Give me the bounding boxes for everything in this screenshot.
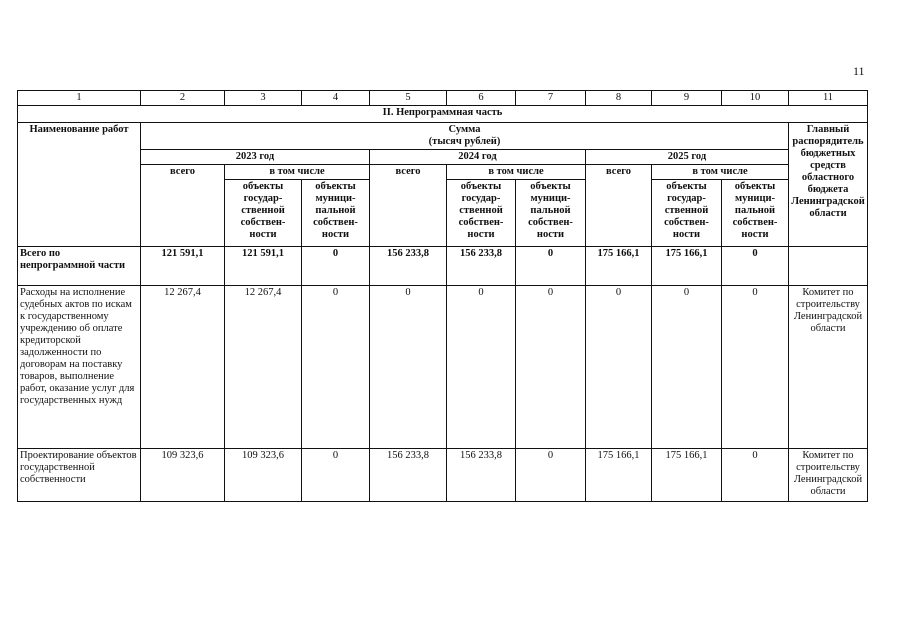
header-including-2025: в том числе [652, 165, 789, 180]
value-cell: 0 [370, 286, 447, 449]
column-number: 9 [652, 91, 722, 106]
value-cell: 0 [302, 286, 370, 449]
budget-table [17, 90, 868, 502]
value-cell: 109 323,6 [225, 449, 302, 502]
value-cell: 156 233,8 [370, 247, 447, 286]
row-name: Всего по непрограммной части [18, 247, 141, 286]
header-year-2023: 2023 год [141, 150, 370, 165]
header-including-2024: в том числе [447, 165, 586, 180]
header-year-2024: 2024 год [370, 150, 586, 165]
column-number: 3 [225, 91, 302, 106]
header-sum-unit: (тысяч рублей) [428, 136, 501, 147]
value-cell: 175 166,1 [586, 247, 652, 286]
header-row-1 [18, 123, 868, 150]
header-name: Наименование работ [18, 123, 141, 247]
column-number: 1 [18, 91, 141, 106]
header-total-2025: всего [586, 165, 652, 247]
value-cell: 156 233,8 [370, 449, 447, 502]
value-cell: 0 [302, 247, 370, 286]
value-cell: 156 233,8 [447, 247, 516, 286]
header-row-sub [18, 165, 868, 180]
table-row-design [18, 449, 868, 502]
column-number: 5 [370, 91, 447, 106]
section-title: II. Непрограммная часть [18, 106, 868, 123]
row-org: Комитет по строительству Ленинградской области [789, 449, 868, 502]
header-row-years [18, 150, 868, 165]
value-cell: 0 [586, 286, 652, 449]
value-cell: 12 267,4 [141, 286, 225, 449]
value-cell: 0 [516, 247, 586, 286]
value-cell: 0 [302, 449, 370, 502]
column-number: 11 [789, 91, 868, 106]
value-cell: 0 [722, 449, 789, 502]
value-cell: 175 166,1 [652, 247, 722, 286]
value-cell: 12 267,4 [225, 286, 302, 449]
section-title-row [18, 106, 868, 123]
value-cell: 0 [722, 247, 789, 286]
header-year-2025: 2025 год [586, 150, 789, 165]
value-cell: 175 166,1 [652, 449, 722, 502]
column-number: 4 [302, 91, 370, 106]
header-municipal-2025: объекты муници-пальной собствен-ности [722, 180, 789, 247]
header-total-2023: всего [141, 165, 225, 247]
header-municipal-2023: объекты муници-пальной собствен-ности [302, 180, 370, 247]
header-org: Главный распорядитель бюджетных средств областного бюджета Ленинградской области [789, 123, 868, 247]
column-number: 6 [447, 91, 516, 106]
row-name: Расходы на исполнение судебных актов по искам к государственному учреждению об оплате кредиторской задолженности по договорам на поставку товаров, выполнение работ, оказание услуг для государственных нужд [18, 286, 141, 449]
header-state-2023: объекты государ-ственной собствен-ности [225, 180, 302, 247]
value-cell: 0 [722, 286, 789, 449]
header-total-2024: всего [370, 165, 447, 247]
value-cell: 156 233,8 [447, 449, 516, 502]
column-number: 10 [722, 91, 789, 106]
value-cell: 0 [652, 286, 722, 449]
column-number-row [18, 91, 868, 106]
page-number: 11 [853, 64, 865, 78]
row-org [789, 247, 868, 286]
header-state-2024: объекты государ-ственной собствен-ности [447, 180, 516, 247]
table-row-total [18, 247, 868, 286]
header-state-2025: объекты государ-ственной собствен-ности [652, 180, 722, 247]
row-org: Комитет по строительству Ленинградской области [789, 286, 868, 449]
column-number: 2 [141, 91, 225, 106]
value-cell: 0 [516, 449, 586, 502]
value-cell: 175 166,1 [586, 449, 652, 502]
header-sum [141, 123, 789, 150]
value-cell: 121 591,1 [141, 247, 225, 286]
column-number: 8 [586, 91, 652, 106]
header-municipal-2024: объекты муници-пальной собствен-ности [516, 180, 586, 247]
table-row-court [18, 286, 868, 449]
column-number: 7 [516, 91, 586, 106]
value-cell: 121 591,1 [225, 247, 302, 286]
header-sum-label: Сумма [448, 124, 481, 135]
header-including-2023: в том числе [225, 165, 370, 180]
value-cell: 109 323,6 [141, 449, 225, 502]
value-cell: 0 [447, 286, 516, 449]
row-name: Проектирование объектов государственной собственности [18, 449, 141, 502]
value-cell: 0 [516, 286, 586, 449]
